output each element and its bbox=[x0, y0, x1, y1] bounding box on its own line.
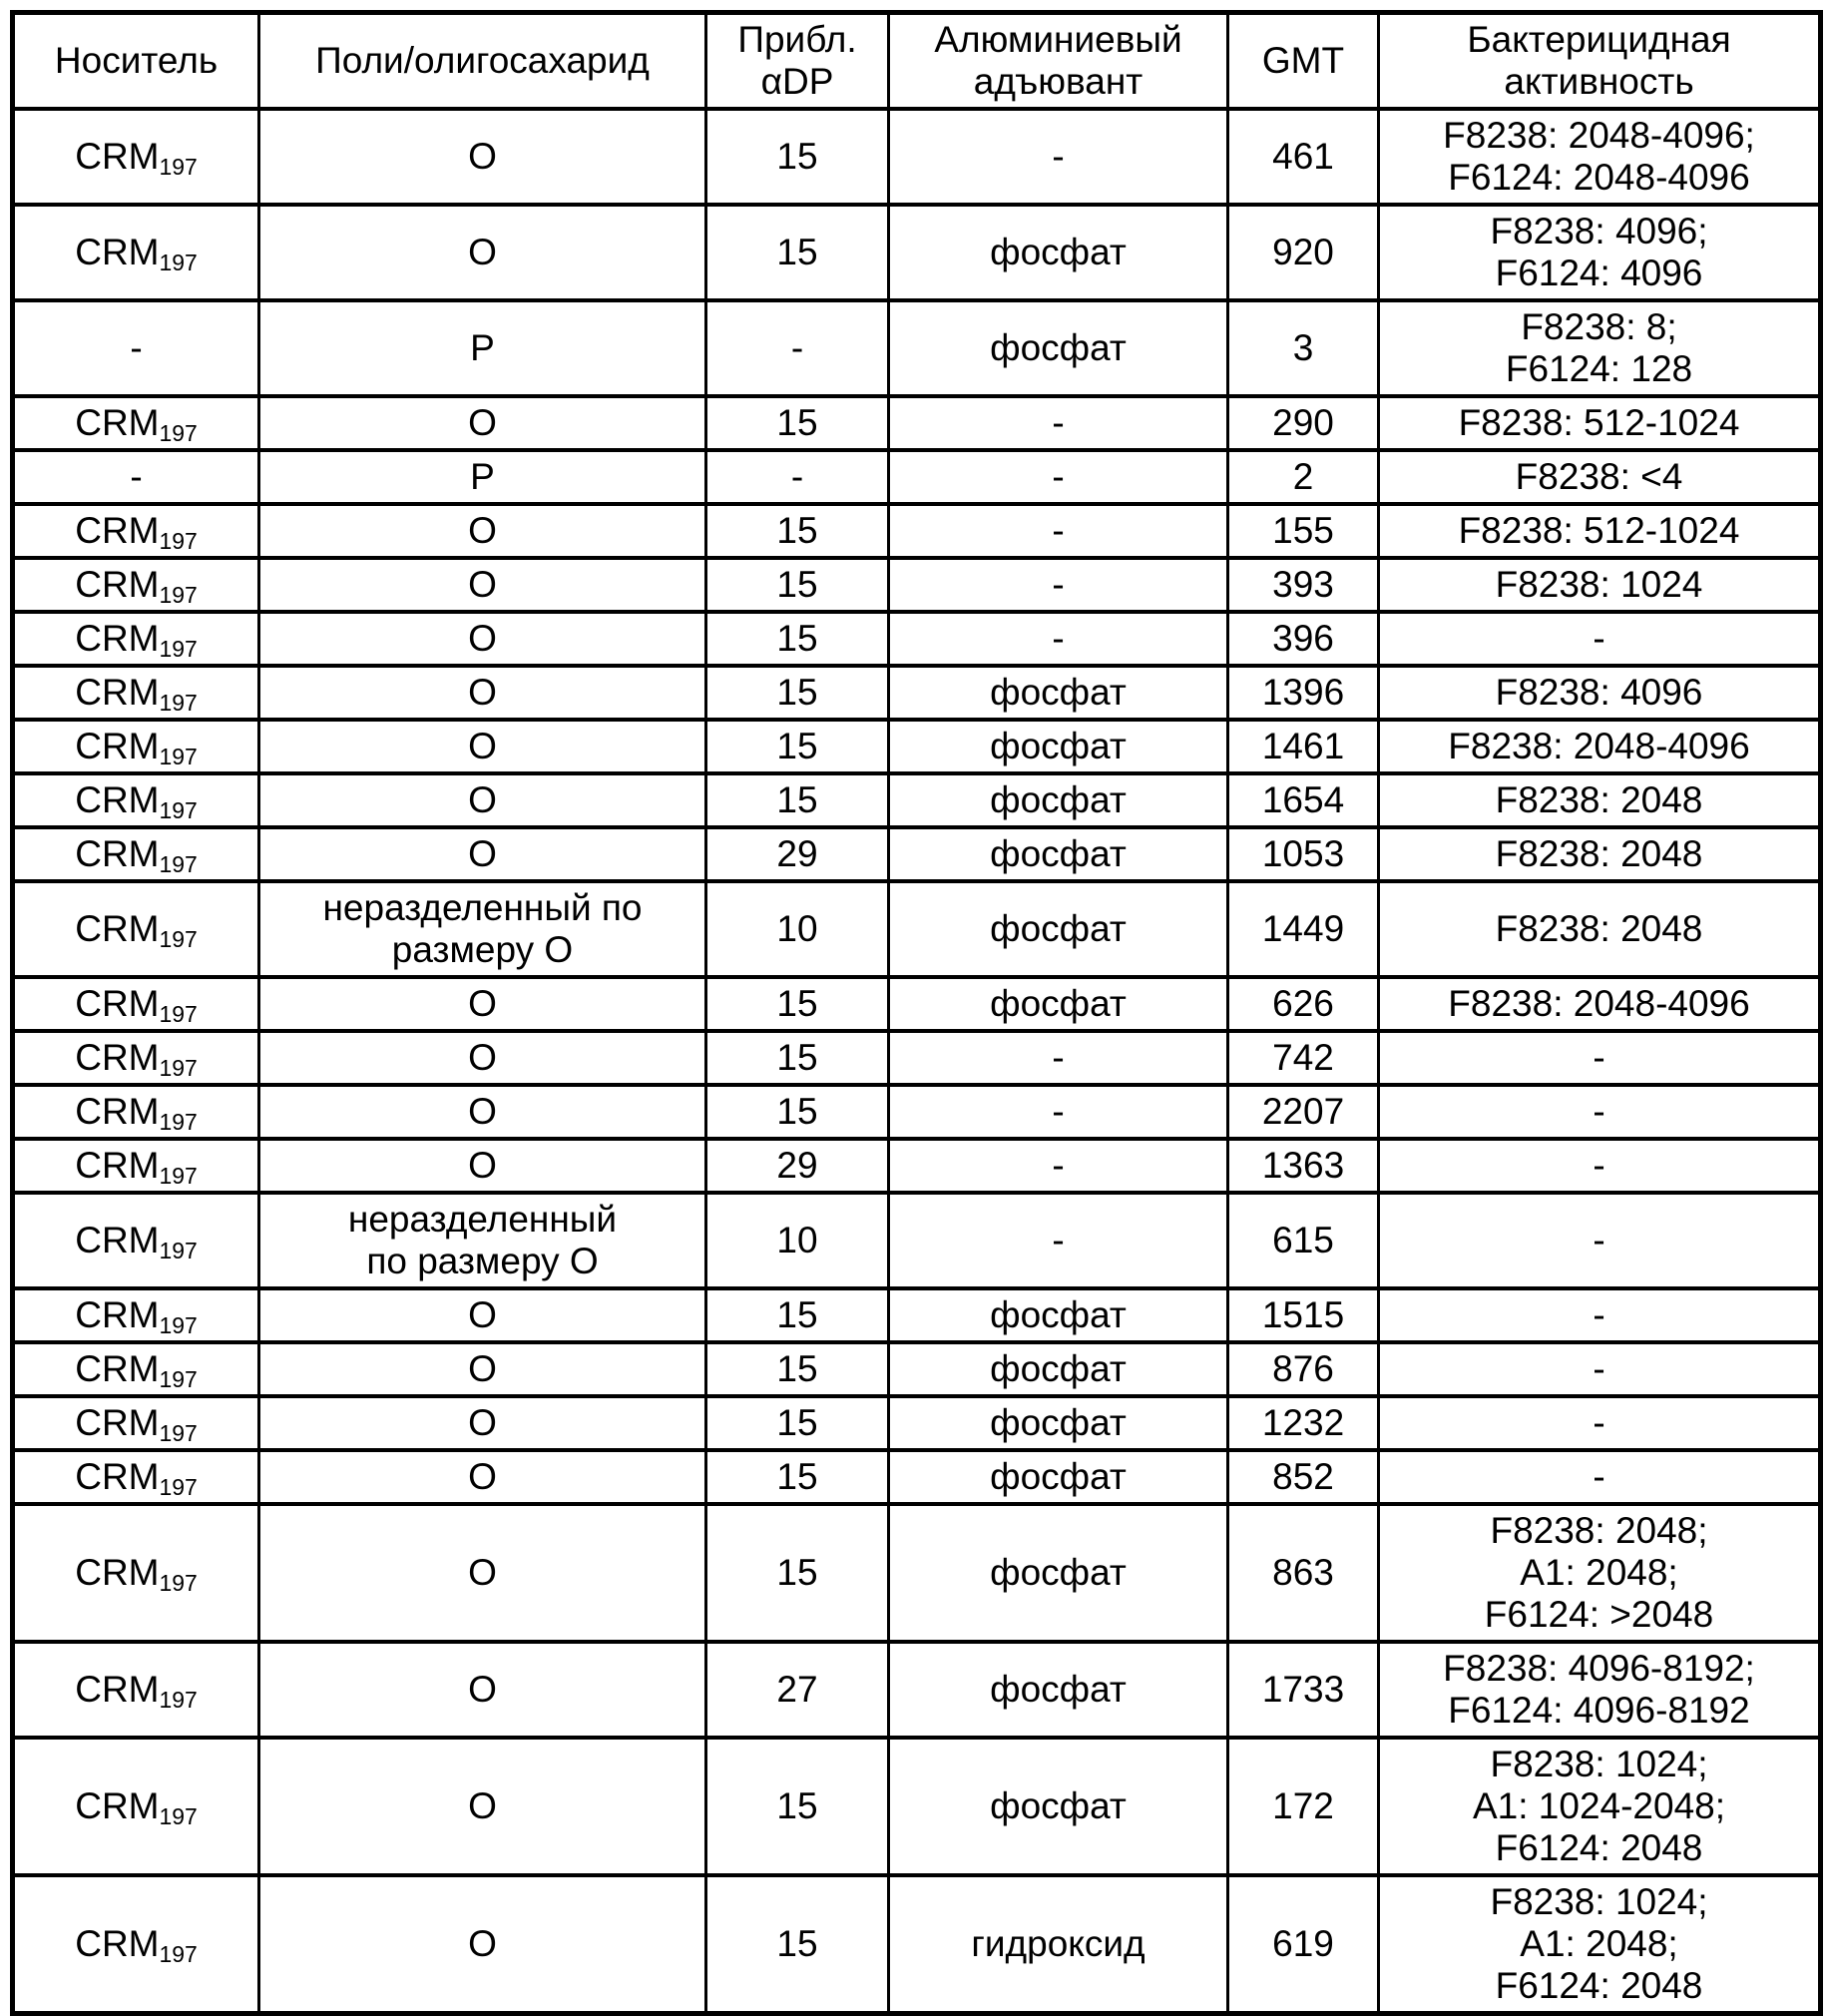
cell-gmt: 1363 bbox=[1228, 1139, 1379, 1193]
cell-dp: 15 bbox=[706, 1450, 889, 1504]
carrier-text: CRM bbox=[75, 1145, 160, 1186]
carrier-subscript: 197 bbox=[159, 154, 198, 181]
table-row bbox=[13, 504, 1821, 558]
cell-gmt: 3 bbox=[1228, 300, 1379, 396]
cell-carrier bbox=[13, 205, 259, 300]
cell-gmt: 155 bbox=[1228, 504, 1379, 558]
cell-adjuvant: фосфат bbox=[889, 1504, 1228, 1642]
column-header-saccharide: Поли/олигосахарид bbox=[259, 13, 706, 110]
carrier-text: CRM bbox=[75, 1552, 160, 1593]
cell-carrier bbox=[13, 1875, 259, 2014]
carrier-text: CRM bbox=[75, 510, 160, 551]
table-header-row bbox=[13, 13, 1821, 110]
table-row bbox=[13, 1875, 1821, 2014]
cell-adjuvant: - bbox=[889, 109, 1228, 205]
cell-saccharide: O bbox=[259, 720, 706, 773]
carrier-text: CRM bbox=[75, 1037, 160, 1078]
carrier-subscript: 197 bbox=[159, 1420, 198, 1447]
cell-dp: 29 bbox=[706, 827, 889, 881]
cell-carrier bbox=[13, 1139, 259, 1193]
carrier-subscript: 197 bbox=[159, 528, 198, 555]
carrier-text: CRM bbox=[75, 726, 160, 766]
cell-dp: 29 bbox=[706, 1139, 889, 1193]
cell-activity: - bbox=[1379, 1450, 1821, 1504]
carrier-text: CRM bbox=[75, 1669, 160, 1710]
cell-dp: 15 bbox=[706, 1288, 889, 1342]
cell-carrier bbox=[13, 1193, 259, 1288]
carrier-text: CRM bbox=[75, 779, 160, 820]
cell-activity: F8238: 2048 bbox=[1379, 881, 1821, 977]
cell-adjuvant: фосфат bbox=[889, 1738, 1228, 1875]
carrier-text: CRM bbox=[75, 1923, 160, 1964]
carrier-text: CRM bbox=[75, 983, 160, 1024]
cell-dp: 15 bbox=[706, 205, 889, 300]
cell-activity: F8238: 4096 bbox=[1379, 666, 1821, 720]
column-header-adjuvant: Алюминиевый адъювант bbox=[889, 13, 1228, 110]
cell-activity: F8238: <4 bbox=[1379, 450, 1821, 504]
cell-gmt: 1654 bbox=[1228, 773, 1379, 827]
cell-saccharide: O bbox=[259, 109, 706, 205]
carrier-text: CRM bbox=[75, 1402, 160, 1443]
cell-activity: F8238: 1024; A1: 1024-2048; F6124: 2048 bbox=[1379, 1738, 1821, 1875]
cell-gmt: 1449 bbox=[1228, 881, 1379, 977]
cell-carrier bbox=[13, 1342, 259, 1396]
carrier-subscript: 197 bbox=[159, 851, 198, 878]
cell-saccharide: O bbox=[259, 1504, 706, 1642]
cell-gmt: 615 bbox=[1228, 1193, 1379, 1288]
table-row bbox=[13, 1450, 1821, 1504]
cell-adjuvant: - bbox=[889, 1139, 1228, 1193]
cell-adjuvant: - bbox=[889, 1193, 1228, 1288]
cell-adjuvant: фосфат bbox=[889, 205, 1228, 300]
table-row bbox=[13, 1738, 1821, 1875]
carrier-subscript: 197 bbox=[159, 1163, 198, 1190]
carrier-text: CRM bbox=[75, 833, 160, 874]
cell-carrier bbox=[13, 720, 259, 773]
cell-gmt: 920 bbox=[1228, 205, 1379, 300]
cell-carrier bbox=[13, 1642, 259, 1738]
cell-carrier bbox=[13, 1738, 259, 1875]
carrier-text: CRM bbox=[75, 1294, 160, 1335]
cell-adjuvant: фосфат bbox=[889, 1396, 1228, 1450]
cell-gmt: 1396 bbox=[1228, 666, 1379, 720]
cell-activity: F8238: 2048; A1: 2048; F6124: >2048 bbox=[1379, 1504, 1821, 1642]
cell-dp: 15 bbox=[706, 396, 889, 450]
cell-saccharide: O bbox=[259, 1139, 706, 1193]
cell-activity: - bbox=[1379, 1396, 1821, 1450]
cell-adjuvant: фосфат bbox=[889, 1342, 1228, 1396]
cell-saccharide: неразделенный по размеру O bbox=[259, 1193, 706, 1288]
cell-adjuvant: - bbox=[889, 1085, 1228, 1139]
cell-dp: - bbox=[706, 300, 889, 396]
cell-saccharide: O bbox=[259, 1642, 706, 1738]
cell-saccharide: O bbox=[259, 1031, 706, 1085]
cell-gmt: 863 bbox=[1228, 1504, 1379, 1642]
carrier-subscript: 197 bbox=[159, 1803, 198, 1830]
cell-carrier bbox=[13, 1288, 259, 1342]
cell-saccharide: P bbox=[259, 300, 706, 396]
cell-activity: - bbox=[1379, 1031, 1821, 1085]
carrier-text: CRM bbox=[75, 618, 160, 659]
table-row bbox=[13, 773, 1821, 827]
cell-carrier bbox=[13, 666, 259, 720]
cell-gmt: 1053 bbox=[1228, 827, 1379, 881]
column-header-carrier: Носитель bbox=[13, 13, 259, 110]
cell-saccharide: O bbox=[259, 827, 706, 881]
cell-dp: 15 bbox=[706, 109, 889, 205]
cell-activity: F8238: 2048 bbox=[1379, 827, 1821, 881]
cell-saccharide: O bbox=[259, 1875, 706, 2014]
cell-gmt: 619 bbox=[1228, 1875, 1379, 2014]
carrier-subscript: 197 bbox=[159, 1570, 198, 1597]
carrier-text: CRM bbox=[75, 564, 160, 605]
cell-dp: 10 bbox=[706, 1193, 889, 1288]
cell-carrier bbox=[13, 612, 259, 666]
cell-gmt: 2 bbox=[1228, 450, 1379, 504]
column-header-gmt: GMT bbox=[1228, 13, 1379, 110]
cell-saccharide: P bbox=[259, 450, 706, 504]
cell-carrier bbox=[13, 977, 259, 1031]
cell-adjuvant: фосфат bbox=[889, 977, 1228, 1031]
cell-carrier bbox=[13, 558, 259, 612]
table-row bbox=[13, 827, 1821, 881]
table-row bbox=[13, 558, 1821, 612]
carrier-subscript: 197 bbox=[159, 926, 198, 953]
cell-activity: - bbox=[1379, 612, 1821, 666]
carrier-subscript: 197 bbox=[159, 1312, 198, 1339]
cell-activity: F8238: 4096-8192; F6124: 4096-8192 bbox=[1379, 1642, 1821, 1738]
cell-activity: - bbox=[1379, 1288, 1821, 1342]
carrier-text: CRM bbox=[75, 136, 160, 177]
cell-carrier bbox=[13, 881, 259, 977]
carrier-subscript: 197 bbox=[159, 1055, 198, 1082]
carrier-text: CRM bbox=[75, 1456, 160, 1497]
cell-carrier bbox=[13, 504, 259, 558]
cell-adjuvant: фосфат bbox=[889, 773, 1228, 827]
cell-saccharide: O bbox=[259, 1085, 706, 1139]
cell-adjuvant: фосфат bbox=[889, 720, 1228, 773]
table-row bbox=[13, 450, 1821, 504]
cell-saccharide: O bbox=[259, 1342, 706, 1396]
table-row bbox=[13, 1288, 1821, 1342]
cell-dp: 27 bbox=[706, 1642, 889, 1738]
cell-adjuvant: фосфат bbox=[889, 827, 1228, 881]
cell-activity: F8238: 2048 bbox=[1379, 773, 1821, 827]
carrier-subscript: 197 bbox=[159, 636, 198, 663]
cell-gmt: 1515 bbox=[1228, 1288, 1379, 1342]
cell-dp: 15 bbox=[706, 720, 889, 773]
cell-gmt: 393 bbox=[1228, 558, 1379, 612]
cell-adjuvant: - bbox=[889, 396, 1228, 450]
cell-adjuvant: гидроксид bbox=[889, 1875, 1228, 2014]
cell-saccharide: O bbox=[259, 396, 706, 450]
carrier-subscript: 197 bbox=[159, 797, 198, 824]
table-row bbox=[13, 720, 1821, 773]
cell-activity: F8238: 4096; F6124: 4096 bbox=[1379, 205, 1821, 300]
table-row bbox=[13, 1396, 1821, 1450]
carrier-subscript: 197 bbox=[159, 250, 198, 276]
table-row bbox=[13, 1139, 1821, 1193]
cell-carrier bbox=[13, 827, 259, 881]
cell-adjuvant: - bbox=[889, 450, 1228, 504]
cell-carrier bbox=[13, 1396, 259, 1450]
cell-activity: F8238: 8; F6124: 128 bbox=[1379, 300, 1821, 396]
cell-saccharide: O bbox=[259, 205, 706, 300]
cell-dp: 15 bbox=[706, 1085, 889, 1139]
cell-dp: 10 bbox=[706, 881, 889, 977]
cell-activity: F8238: 512-1024 bbox=[1379, 504, 1821, 558]
cell-dp: 15 bbox=[706, 773, 889, 827]
cell-carrier bbox=[13, 1450, 259, 1504]
carrier-subscript: 197 bbox=[159, 420, 198, 447]
cell-activity: F8238: 512-1024 bbox=[1379, 396, 1821, 450]
cell-activity: - bbox=[1379, 1342, 1821, 1396]
carrier-text: - bbox=[130, 327, 143, 368]
cell-carrier bbox=[13, 396, 259, 450]
cell-carrier bbox=[13, 1504, 259, 1642]
table-row bbox=[13, 1085, 1821, 1139]
carrier-subscript: 197 bbox=[159, 1109, 198, 1136]
cell-gmt: 396 bbox=[1228, 612, 1379, 666]
cell-carrier bbox=[13, 450, 259, 504]
cell-activity: - bbox=[1379, 1139, 1821, 1193]
table-row bbox=[13, 612, 1821, 666]
table-row bbox=[13, 1342, 1821, 1396]
cell-saccharide: O bbox=[259, 977, 706, 1031]
cell-carrier bbox=[13, 109, 259, 205]
table-row bbox=[13, 1193, 1821, 1288]
carrier-subscript: 197 bbox=[159, 582, 198, 609]
cell-dp: 15 bbox=[706, 1031, 889, 1085]
cell-saccharide: O bbox=[259, 1288, 706, 1342]
carrier-text: CRM bbox=[75, 1785, 160, 1826]
carrier-text: CRM bbox=[75, 1091, 160, 1132]
cell-activity: F8238: 2048-4096 bbox=[1379, 720, 1821, 773]
table-body bbox=[13, 109, 1821, 2014]
cell-gmt: 1461 bbox=[1228, 720, 1379, 773]
carrier-text: - bbox=[130, 456, 143, 497]
table-row bbox=[13, 109, 1821, 205]
table-row bbox=[13, 205, 1821, 300]
column-header-dp: Прибл. αDP bbox=[706, 13, 889, 110]
cell-carrier bbox=[13, 1031, 259, 1085]
carrier-subscript: 197 bbox=[159, 1474, 198, 1501]
carrier-subscript: 197 bbox=[159, 1366, 198, 1393]
cell-saccharide: O bbox=[259, 1396, 706, 1450]
cell-gmt: 876 bbox=[1228, 1342, 1379, 1396]
carrier-text: CRM bbox=[75, 232, 160, 272]
cell-adjuvant: фосфат bbox=[889, 300, 1228, 396]
cell-dp: 15 bbox=[706, 1396, 889, 1450]
cell-adjuvant: фосфат bbox=[889, 1288, 1228, 1342]
cell-gmt: 290 bbox=[1228, 396, 1379, 450]
cell-gmt: 742 bbox=[1228, 1031, 1379, 1085]
cell-gmt: 2207 bbox=[1228, 1085, 1379, 1139]
cell-gmt: 626 bbox=[1228, 977, 1379, 1031]
cell-activity: F8238: 1024; A1: 2048; F6124: 2048 bbox=[1379, 1875, 1821, 2014]
cell-adjuvant: фосфат bbox=[889, 1642, 1228, 1738]
cell-activity: - bbox=[1379, 1193, 1821, 1288]
cell-dp: 15 bbox=[706, 666, 889, 720]
cell-adjuvant: - bbox=[889, 1031, 1228, 1085]
carrier-subscript: 197 bbox=[159, 1238, 198, 1264]
cell-saccharide: O bbox=[259, 558, 706, 612]
cell-dp: 15 bbox=[706, 1875, 889, 2014]
cell-dp: 15 bbox=[706, 558, 889, 612]
carrier-text: CRM bbox=[75, 908, 160, 949]
carrier-subscript: 197 bbox=[159, 744, 198, 770]
cell-gmt: 1733 bbox=[1228, 1642, 1379, 1738]
cell-saccharide: O bbox=[259, 1450, 706, 1504]
carrier-subscript: 197 bbox=[159, 690, 198, 717]
cell-activity: F8238: 2048-4096 bbox=[1379, 977, 1821, 1031]
table-row bbox=[13, 1642, 1821, 1738]
cell-gmt: 461 bbox=[1228, 109, 1379, 205]
table-row bbox=[13, 300, 1821, 396]
cell-saccharide: O bbox=[259, 504, 706, 558]
cell-dp: 15 bbox=[706, 1342, 889, 1396]
table-row bbox=[13, 1031, 1821, 1085]
cell-saccharide: O bbox=[259, 773, 706, 827]
cell-carrier bbox=[13, 773, 259, 827]
carrier-text: CRM bbox=[75, 672, 160, 713]
cell-carrier bbox=[13, 1085, 259, 1139]
cell-carrier bbox=[13, 300, 259, 396]
cell-adjuvant: фосфат bbox=[889, 1450, 1228, 1504]
cell-adjuvant: фосфат bbox=[889, 666, 1228, 720]
cell-saccharide: O bbox=[259, 1738, 706, 1875]
carrier-text: CRM bbox=[75, 1220, 160, 1260]
carrier-text: CRM bbox=[75, 402, 160, 443]
cell-dp: - bbox=[706, 450, 889, 504]
table-row bbox=[13, 666, 1821, 720]
cell-adjuvant: - bbox=[889, 612, 1228, 666]
cell-saccharide: O bbox=[259, 612, 706, 666]
table-row bbox=[13, 396, 1821, 450]
column-header-activity: Бактерицидная активность bbox=[1379, 13, 1821, 110]
carrier-text: CRM bbox=[75, 1348, 160, 1389]
cell-dp: 15 bbox=[706, 612, 889, 666]
cell-activity: F8238: 2048-4096; F6124: 2048-4096 bbox=[1379, 109, 1821, 205]
cell-activity: F8238: 1024 bbox=[1379, 558, 1821, 612]
table-row bbox=[13, 1504, 1821, 1642]
cell-dp: 15 bbox=[706, 504, 889, 558]
cell-gmt: 852 bbox=[1228, 1450, 1379, 1504]
cell-gmt: 172 bbox=[1228, 1738, 1379, 1875]
cell-dp: 15 bbox=[706, 1738, 889, 1875]
cell-saccharide: O bbox=[259, 666, 706, 720]
cell-activity: - bbox=[1379, 1085, 1821, 1139]
carrier-subscript: 197 bbox=[159, 1941, 198, 1968]
cell-adjuvant: - bbox=[889, 558, 1228, 612]
conjugates-table bbox=[10, 10, 1823, 2016]
cell-adjuvant: фосфат bbox=[889, 881, 1228, 977]
table-row bbox=[13, 977, 1821, 1031]
cell-adjuvant: - bbox=[889, 504, 1228, 558]
table-row bbox=[13, 881, 1821, 977]
cell-dp: 15 bbox=[706, 1504, 889, 1642]
carrier-subscript: 197 bbox=[159, 1001, 198, 1028]
cell-saccharide: неразделенный по размеру O bbox=[259, 881, 706, 977]
carrier-subscript: 197 bbox=[159, 1687, 198, 1714]
cell-dp: 15 bbox=[706, 977, 889, 1031]
cell-gmt: 1232 bbox=[1228, 1396, 1379, 1450]
